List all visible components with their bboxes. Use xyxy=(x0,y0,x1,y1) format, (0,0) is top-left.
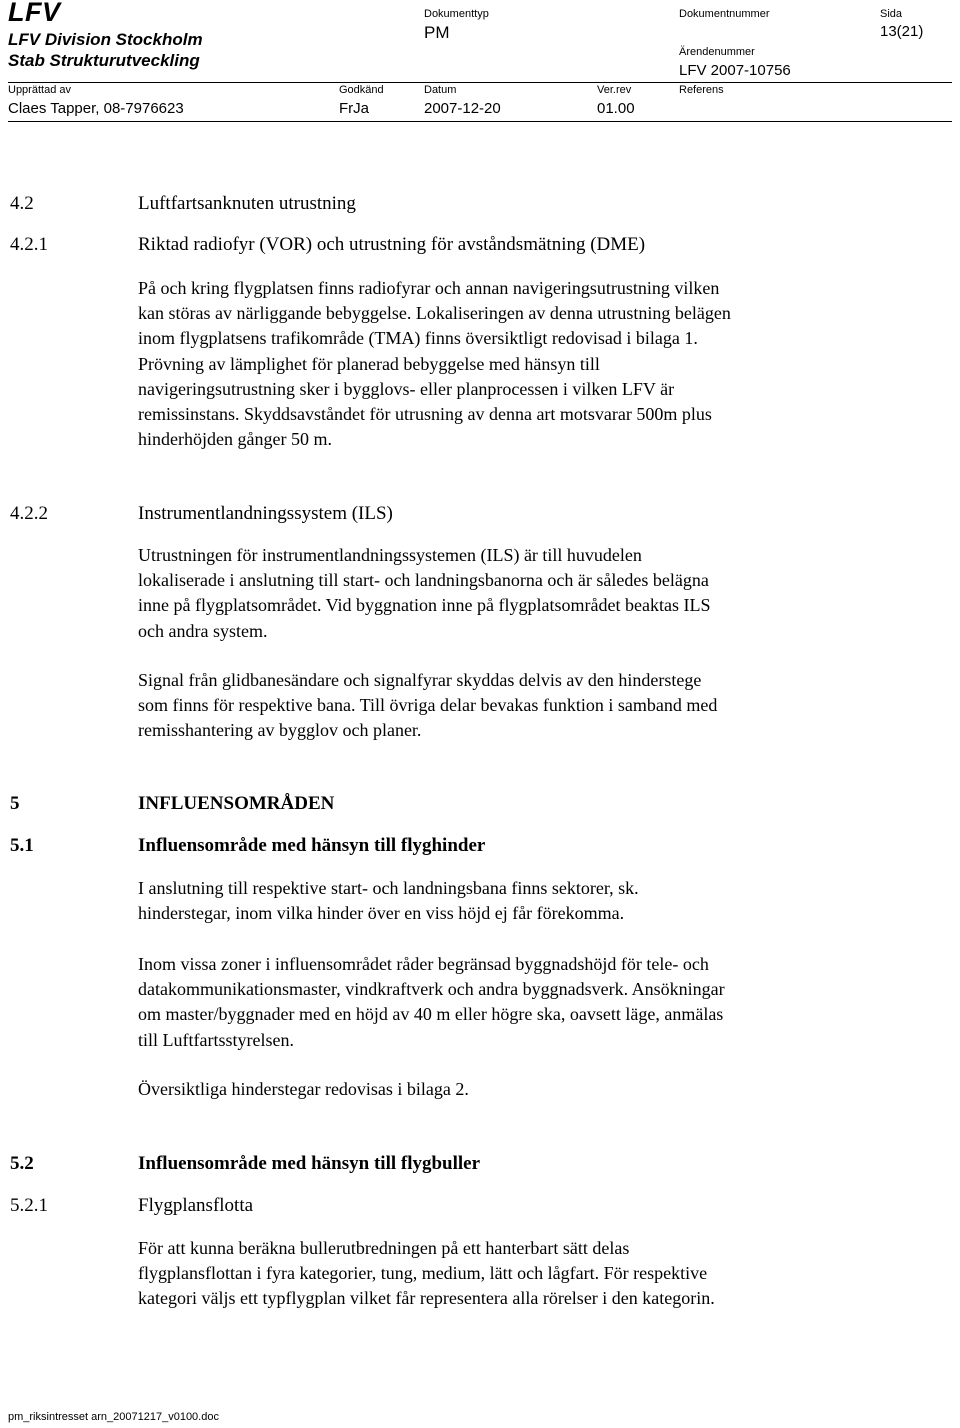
chapter-number: 5 xyxy=(10,793,20,814)
page-label: Sida xyxy=(880,8,903,20)
org-unit: Stab Strukturutveckling xyxy=(8,51,200,70)
prepared-by-value: Claes Tapper, 08-7976623 xyxy=(8,100,184,117)
footer-filename: pm_riksintresset arn_20071217_v0100.doc xyxy=(8,1411,219,1423)
doc-type-value: PM xyxy=(424,23,450,42)
lfv-logo: LFV xyxy=(8,0,61,27)
paragraph-vor-dme: På och kring flygplatsen finns radiofyrar och annan navigeringsutrustning vilken kan störas av närliggande bebyggelse. Lokaliseringen av denna utrustning belägen inom flygplatsens trafikområde (TMA) finns översiktligt redovisad i bilaga 1. Prövning av lämplighet för planerad bebyggelse med hänsyn till navigeringsutrustning sker i bygglovs- eller planprocessen i vilken LFV är remissinstans. Skyddsavståndet för utrusning av denna art motsvarar 500m plus hinderhöjden gånger 50 m. xyxy=(138,278,731,450)
approved-label: Godkänd xyxy=(339,84,384,96)
version-value: 01.00 xyxy=(597,100,635,117)
doc-type-label: Dokumenttyp xyxy=(424,8,489,20)
approved-value: FrJa xyxy=(339,100,369,117)
header-rule-top xyxy=(8,82,952,83)
section-number: 5.2 xyxy=(10,1153,34,1174)
date-value: 2007-12-20 xyxy=(424,100,501,117)
paragraph-ils-2: Signal från glidbanesändare och signalfyrar skyddas delvis av den hinderstege som finns för respektive bana. Till övriga delar bevakas funktion i samband med remisshantering av bygglov och planer. xyxy=(138,670,718,741)
subsection-title: Flygplansflotta xyxy=(138,1195,254,1216)
subsection-number: 4.2.2 xyxy=(10,503,48,524)
header-rule-bottom xyxy=(8,121,952,122)
subsection-number: 5.2.1 xyxy=(10,1195,48,1216)
doc-number-label: Dokumentnummer xyxy=(679,8,770,20)
paragraph-flyghinder-1: I anslutning till respektive start- och landningsbana finns sektorer, sk. hinderstegar, inom vilka hinder över en viss höjd ej får förekomma. xyxy=(138,878,639,924)
paragraph-flyghinder-2: Inom vissa zoner i influensområdet råder begränsad byggnadshöjd för tele- och datakommunikationsmaster, vindkraftverk och andra byggnadsverk. Ansökningar om master/byggnader med en höjd av 40 m eller högre ska, oavsett läge, anmälas till Luftfartsstyrelsen. xyxy=(138,954,725,1050)
chapter-title: INFLUENSOMRÅDEN xyxy=(138,793,335,814)
subsection-title: Instrumentlandningssystem (ILS) xyxy=(138,503,393,524)
subsection-number: 4.2.1 xyxy=(10,234,48,255)
paragraph-flygplansflotta: För att kunna beräkna bullerutbredningen på ett hanterbart sätt delas flygplansflottan i fyra kategorier, tung, medium, lätt och lågfart. För respektive kategori väljs ett typflygplan vilket får representera alla rörelser i den kategorin. xyxy=(138,1238,715,1309)
paragraph-ils-1: Utrustningen för instrumentlandningssystemen (ILS) är till huvudelen lokaliserade i anslutning till start- och landningsbanorna och är således belägna inne på flygplatsområdet. Vid byggnation inne på flygplatsområdet beaktas ILS och andra system. xyxy=(138,545,711,641)
section-number: 4.2 xyxy=(10,193,34,214)
org-division: LFV Division Stockholm xyxy=(8,30,203,49)
subsection-title: Riktad radiofyr (VOR) och utrustning för avståndsmätning (DME) xyxy=(138,234,646,255)
section-title: Influensområde med hänsyn till flygbuller xyxy=(138,1153,481,1174)
reference-label: Referens xyxy=(679,84,724,96)
version-label: Ver.rev xyxy=(597,84,632,96)
case-number-label: Ärendenummer xyxy=(679,46,755,58)
page-number: 13(21) xyxy=(880,23,924,40)
section-number: 5.1 xyxy=(10,835,34,856)
paragraph-flyghinder-3: Översiktliga hinderstegar redovisas i bilaga 2. xyxy=(138,1079,469,1099)
case-number-value: LFV 2007-10756 xyxy=(679,62,791,79)
date-label: Datum xyxy=(424,84,457,96)
section-title: Influensområde med hänsyn till flyghinder xyxy=(138,835,486,856)
section-title: Luftfartsanknuten utrustning xyxy=(138,193,356,214)
prepared-by-label: Upprättad av xyxy=(8,84,71,96)
